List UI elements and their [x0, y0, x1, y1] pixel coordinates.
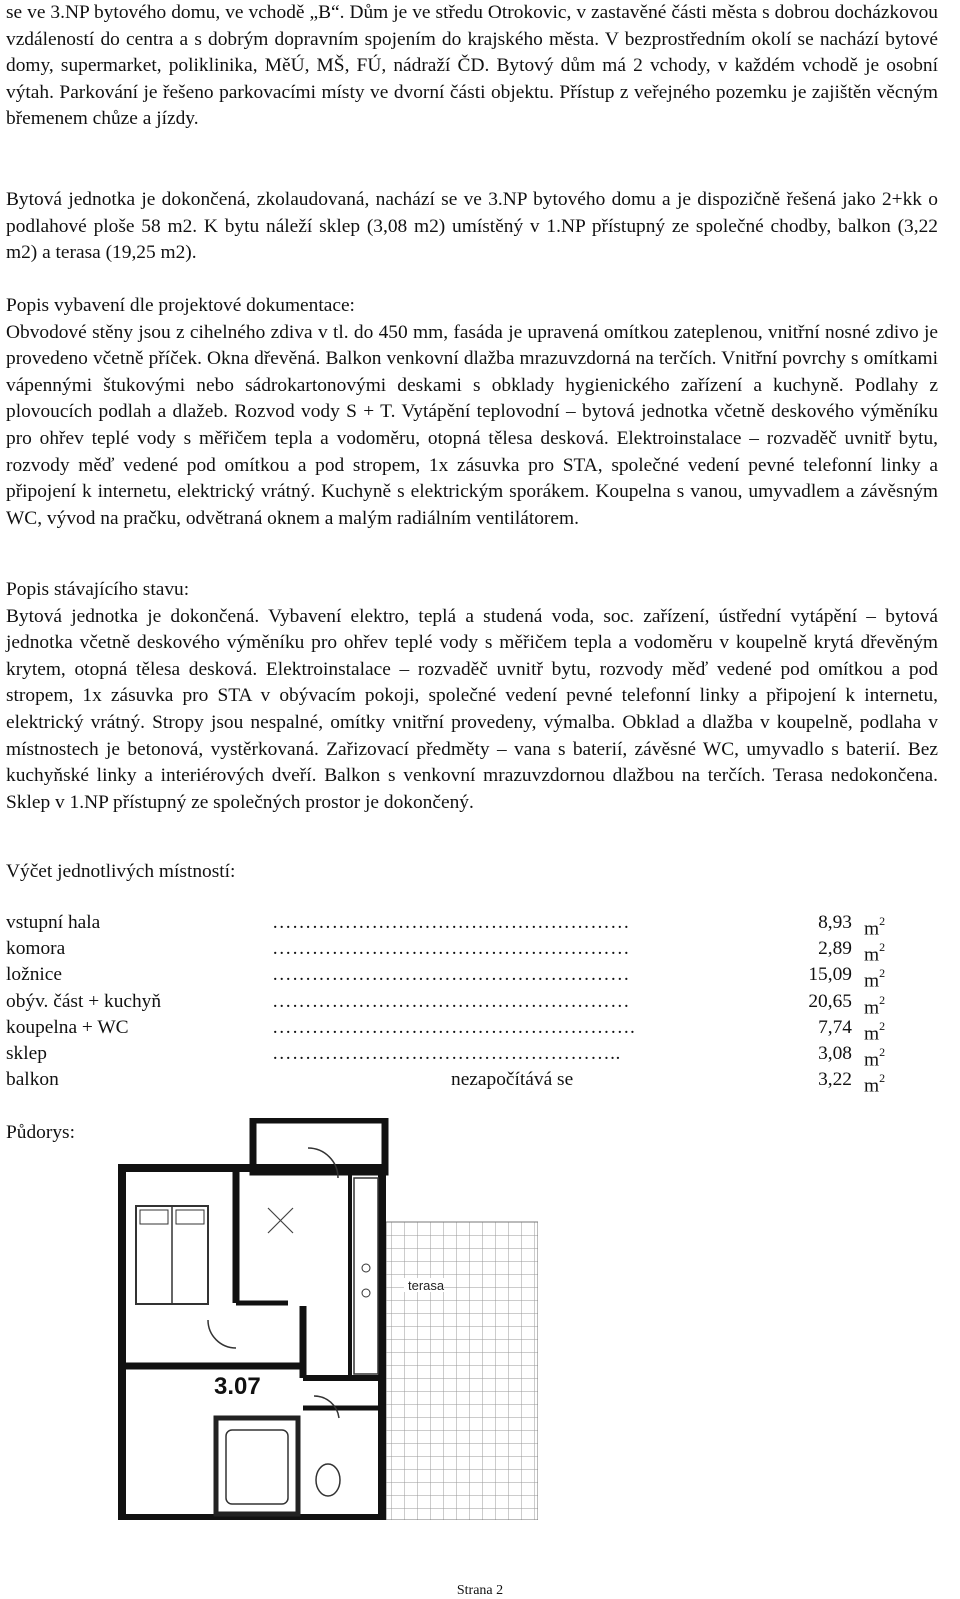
room-leader-dots: ……………………………………………… — [272, 990, 631, 1012]
room-leader-dots: ……………………………………………… — [272, 938, 631, 960]
room-unit: $m^2$ — [864, 966, 886, 992]
equipment-paragraph: Obvodové stěny jsou z cihelného zdiva v tl. do 450 mm, fasáda je upravená omítkou zateplenou, vnitřní nosné zdivo je provedeno včetně příček. Okna dřevěná. Balkon venkovní dlažba mrazuvzdorná na terčích. Vnitřní povrchy s omítkami vápennými štukovými nebo sádrokartonovými deskami s obklady hygienického zařízení a kuchyně. Podlahy z plovoucích podlah a dlažeb. Rozvod vody S + T. Vytápění teplovodní – bytová jednotka včetně deskového výměníku pro ohřev teplé vody s měřičem tepla a vodoměru, otopná tělesa desková. Elektroinstalace – rozvaděč uvnitř bytu, rozvody měď vedené pod omítkou a pod stropem, 1x zásuvka pro STA, společné vedení pevné telefonní linky a připojení k internetu, elektrický vrátný. Kuchyně s elektrickým sporákem. Koupelna s vanou, umyvadlem a závěsným WC, vývod na pračku, odvětraná oknem a malým radiálním ventilátorem. — [6, 321, 938, 529]
plan-heading: Půdorys: — [6, 1122, 75, 1143]
room-leader-dots: ……………………………………………… — [272, 964, 631, 986]
room-area: 8,93 — [818, 912, 852, 933]
room-row — [6, 1067, 938, 1097]
room-leader-dots: ……………………………………………… — [272, 912, 631, 933]
equipment-heading: Popis vybavení dle projektové dokumentace: — [6, 295, 355, 316]
room-row — [6, 910, 938, 940]
room-area: 3,08 — [818, 1042, 852, 1064]
room-unit: $m^2$ — [864, 1071, 886, 1097]
room-row — [6, 1015, 938, 1045]
room-row — [6, 989, 938, 1019]
room-name: ložnice — [6, 964, 62, 986]
unit-paragraph: Bytová jednotka je dokončená, zkolaudovaná, nachází se ve 3.NP bytového domu a je dispozičně řešená jako 2+kk o podlahové ploše 58 m2. K bytu náleží sklep (3,08 m2) umístěný v 1.NP přístupný ze společné chodby, balkon (3,22 m2) a terasa (19,25 m2). — [6, 189, 938, 264]
room-area: 15,09 — [808, 964, 852, 986]
room-unit: $m^2$ — [864, 914, 886, 940]
equipment-section — [6, 293, 938, 532]
room-name: obýv. část + kuchyň — [6, 990, 162, 1012]
room-unit: $m^2$ — [864, 940, 886, 966]
room-name: balkon — [6, 1069, 59, 1091]
room-row — [6, 1041, 938, 1071]
room-area: 3,22 — [818, 1069, 852, 1091]
state-heading: Popis stávajícího stavu: — [6, 579, 190, 600]
room-unit: $m^2$ — [864, 1018, 886, 1045]
room-row — [6, 962, 938, 992]
room-area: 7,74 — [818, 1016, 852, 1038]
state-paragraph: Bytová jednotka je dokončená. Vybavení elektro, teplá a studená voda, soc. zařízení, ústřední vytápění – bytová jednotka včetně deskového výměníku pro ohřev teplé vody s měřičem tepla a vodoměru v koupelně krytá dřevěným krytem, otopná tělesa desková. Elektroinstalace – rozvaděč uvnitř bytu, rozvody měď vedené pod omítkou a pod stropem, 1x zásuvka pro STA v obývacím pokoji, společné vedení pevné telefonní linky a připojení k internetu, elektrický vrátný. Stropy jsou nespalné, omítky vnitřní provedeny, výmalba. Obklad a dlažba v koupelně, podlaha v místnostech je betonová, vystěrkovaná. Zařizovací předměty – vana s baterií, závěsné WC, umyvadlo s baterií. Bez kuchyňské linky a interiérových dveří. Balkon s venkovní mrazuvzdornou dlažbou na terčích. Terasa nedokončena. Sklep v 1.NP přístupný ze společných prostor je dokončený. — [6, 605, 938, 813]
floor-plan-image — [118, 1118, 538, 1520]
room-note: nezapočítává se — [451, 1069, 574, 1091]
room-leader-dots: …………………………………………….. — [272, 1042, 621, 1064]
room-number-label: 3.07 — [214, 1373, 261, 1400]
rooms-list — [6, 910, 938, 1097]
room-unit: $m^2$ — [864, 1044, 886, 1071]
room-name: komora — [6, 938, 66, 960]
rooms-heading: Výčet jednotlivých místností: — [6, 861, 236, 882]
bathtub — [216, 1418, 298, 1514]
page-footer: Strana 2 — [456, 1583, 504, 1598]
room-name: koupelna + WC — [6, 1016, 129, 1038]
terrace-label: terasa — [408, 1278, 445, 1293]
room-name: sklep — [6, 1042, 47, 1064]
room-unit: $m^2$ — [864, 992, 886, 1019]
room-area: 2,89 — [818, 938, 852, 960]
intro-paragraph: se ve 3.NP bytového domu, ve vchodě „B“. Dům je ve středu Otrokovic, v zastavěné části města s dobrou docházkovou vzdáleností do centra a s dobrým dopravním spojením do krajského města. V bezprostředním okolí se nachází bytové domy, supermarket, poliklinika, MěÚ, MŠ, FÚ, nádraží ČD. Bytový dům má 2 vchody, v každém vchodě je osobní výtah. Parkování je řešeno parkovacími místy ve dvorní části objektu. Přístup z veřejného pozemku je zajištěn věcným břemenem chůze a jízdy. — [6, 2, 938, 130]
room-row — [6, 936, 938, 966]
terrace-area — [386, 1222, 538, 1520]
room-name: vstupní hala — [6, 912, 101, 933]
room-leader-dots: ………………………………………………. — [272, 1016, 636, 1038]
outer-wall — [122, 1168, 382, 1518]
state-section — [6, 577, 938, 816]
room-area: 20,65 — [808, 990, 852, 1012]
